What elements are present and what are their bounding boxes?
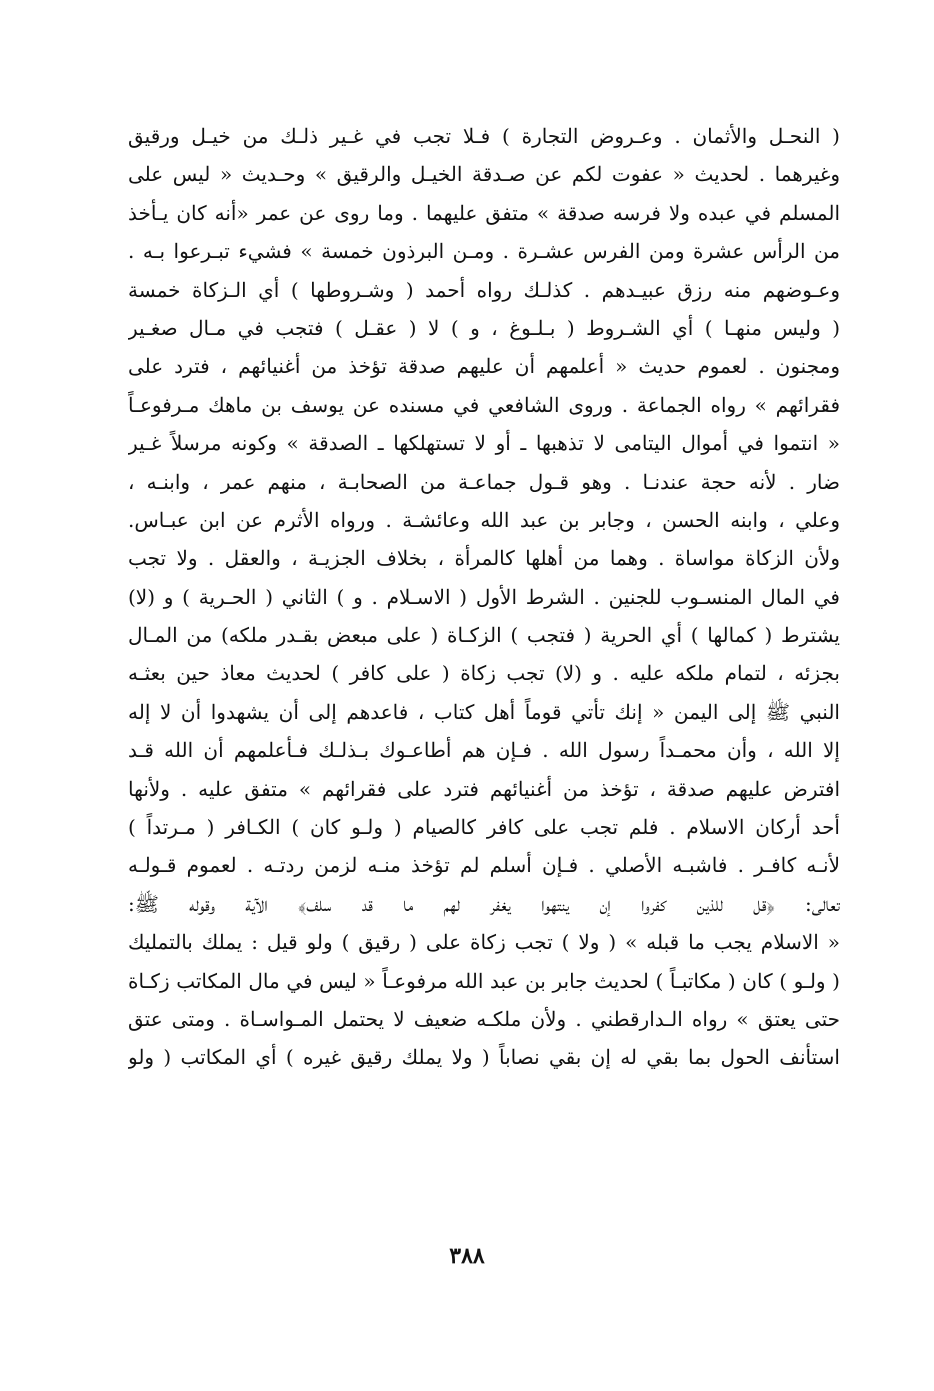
text-line: في المال المنسـوب للجنين . الشرط الأول ( الاسـلام . و ) الثاني ( الحـرية ) و (لا) <box>128 584 840 609</box>
text-line: وعـوضهم منه رزق عبيـدهم . كذلـك رواه أحمد ( وشـروطها ) أي الـزكاة خمسة <box>128 277 840 302</box>
text-line: « الاسلام يجب ما قبله » ( ولا ) تجب زكاة على ( رقيق ) ولو قيل : يملك بالتمليك <box>128 930 840 955</box>
text-line: لأنـه كافـر . فاشبـه الأصلي . فـإن أسلم لم تؤخذ منـه لزمن ردتـه . لعموم قـولـه <box>128 853 840 878</box>
text-line: وغيرهما . لحديث « عفوت لكم عن صـدقة الخيـل والرقيق » وحـديث « ليس على <box>128 162 840 187</box>
text-line: ضار . لأنه حجة عندنـا . وهو قـول جماعـة من الصحابـة ، منهم عمر ، وابنـه ، <box>128 469 840 494</box>
text-line: ولأن الزكاة مواساة . وهما من أهلها كالمرأة ، بخلاف الجزيـة ، والعقل . ولا تجب <box>128 546 840 571</box>
text-line: ومجنون . لعموم حديث « أعلمهم أن عليهم صدقة تؤخذ من أغنيائهم ، فترد على <box>128 354 840 379</box>
text-line: يشترط ( كمالها ) أي الحرية ( فتجب ) الزكـاة ( على مبعض بقـدر ملكه) من المـال <box>128 623 840 648</box>
text-line: أحد أركان الاسلام . فلم تجب على كافر كالصيام ( ولـو كان ) الكـافر ( مـرتداً ) <box>128 815 840 840</box>
text-line: بجزئه ، لتمام ملكه عليه . و (لا) تجب زكاة ( على كافر ) لحديث معاذ حين بعثـه <box>128 661 840 686</box>
text-line: تعالى: ﴿قل للذين كفروا إن ينتهوا يغفر لهم ما قد سلف﴾ الآية وقوله ﷺ: <box>128 891 840 916</box>
text-line: افترض عليهم صدقة ، تؤخذ من أغنيائهم فترد على فقرائهم » متفق عليه . ولأنها <box>128 776 840 801</box>
text-line: إلا الله ، وأن محمـداً رسول الله . فـإن هم أطاعـوك بـذلـك فـأعلمهم أن الله قـد <box>128 738 840 763</box>
text-line: حتى يعتق » رواه الـدارقطني . ولأن ملكـه ضعيف لا يحتمل المـواسـاة . ومتى عتق <box>128 1006 840 1031</box>
page-number: ٣٨٨ <box>449 1243 485 1269</box>
text-line: النبي ﷺ إلى اليمن « إنك تأتي قوماً أهل كتاب ، فاعدهم إلى أن يشهدوا أن لا إله <box>128 699 840 724</box>
text-line: من الرأس عشرة ومن الفرس عشـرة . ومـن البرذون خمسة » فشيء تبـرعوا بـه . <box>128 239 840 264</box>
text-line: فقرائهم » رواه الجماعة . وروى الشافعي في مسنده عن يوسف بن ماهك مـرفوعـاً <box>128 392 840 417</box>
body-text <box>128 117 840 1077</box>
text-line: ( النحـل والأثمان . وعـروض التجارة ) فـلا تجب في غـير ذلـك من خيـل ورقيق <box>128 124 840 148</box>
text-line: استأنف الحول بما بقي له إن بقي نصاباً ( ولا يملك رقيق غيره ) أي المكاتب ( ولو <box>128 1045 840 1070</box>
text-line: « انتموا في أموال اليتامى لا تذهبها ـ أو لا تستهلكها ـ الصدقة » وكونه مرسلاً غـير <box>128 431 840 456</box>
text-line: ( ولـو ) كان ( مكاتبـاً ) لحديث جابر بن عبد الله مرفوعـاً « ليس في مال المكاتب زكـاة <box>128 968 840 993</box>
text-line: وعلي ، وابنه الحسن ، وجابر بن عبد الله وعائشـة . ورواه الأثرم عن ابن عبـاس. <box>128 507 840 532</box>
text-line: ( وليس منهـا ) أي الشـروط ( بـلـوغ ، و ) لا ( عقـل ) فتجب في مـال صغـير <box>128 315 840 340</box>
text-line: المسلم في عبده ولا فرسه صدقة » متفق عليهما . وما روى عن عمر «أنه كان يـأخذ <box>128 200 840 225</box>
